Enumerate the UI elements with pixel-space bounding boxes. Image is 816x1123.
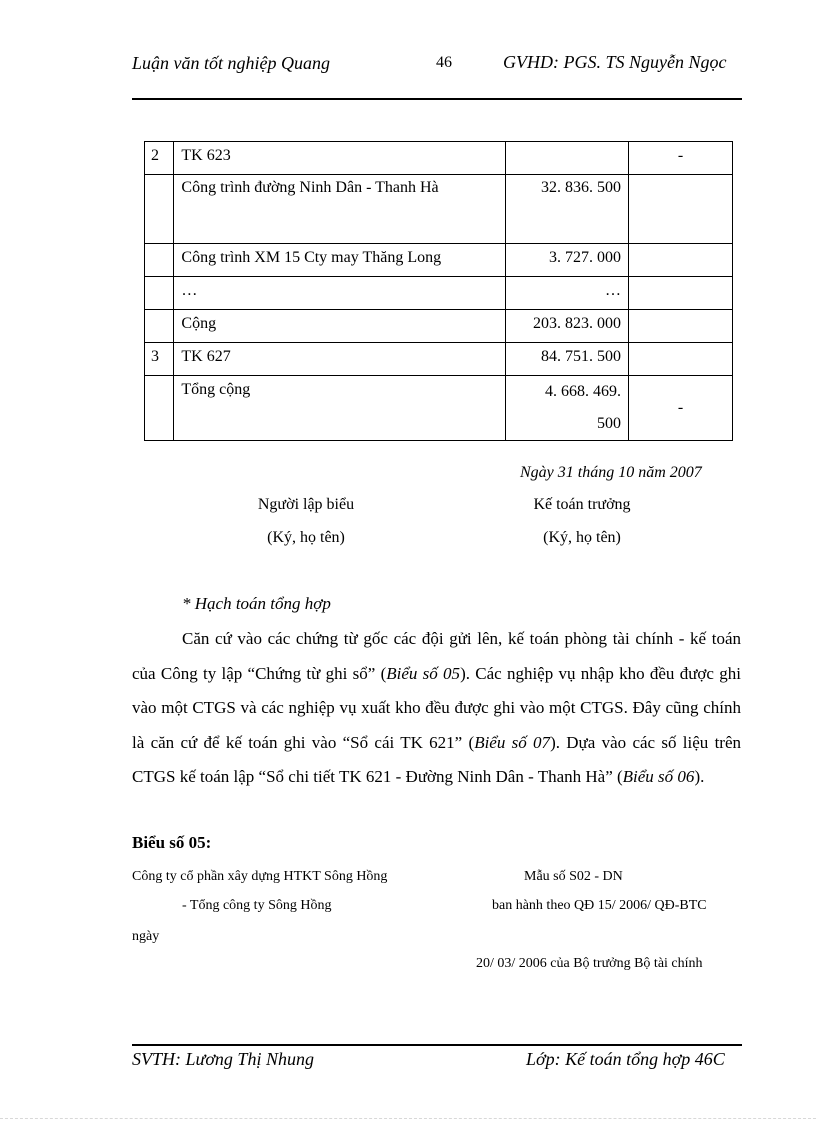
row-number [145, 310, 174, 343]
extra-cell [629, 277, 733, 310]
chief-accountant-title: Kế toán trưởng [533, 496, 631, 513]
amount-cell [505, 376, 628, 441]
company-line-1: Công ty cổ phần xây dựng HTKT Sông Hồng [132, 869, 388, 884]
row-number [145, 376, 174, 441]
company-line-2: - Tổng công ty Sông Hồng [182, 898, 332, 913]
amount-line-1: 4. 668. 469. [545, 383, 622, 400]
footer-student: SVTH: Lương Thị Nhung [132, 1049, 314, 1069]
table-row [145, 244, 733, 277]
account-name: TK 623 [174, 142, 505, 175]
form-day-word: ngày [132, 929, 160, 944]
row-number [145, 175, 174, 244]
preparer-note: (Ký, họ tên) [267, 529, 345, 546]
extra-cell [629, 244, 733, 277]
ledger-table [144, 141, 733, 441]
table-row [145, 142, 733, 175]
preparer-title: Người lập biểu [257, 496, 355, 513]
header-advisor: GVHD: PGS. TS Nguyễn Ngọc [503, 52, 727, 72]
amount-line-2: 500 [597, 415, 622, 432]
body-paragraph [132, 622, 741, 795]
header-thesis-title: Luận văn tốt nghiệp Quang [132, 53, 330, 73]
account-name: Công trình XM 15 Cty may Thăng Long [174, 244, 505, 277]
amount-cell [505, 142, 628, 175]
account-name: Công trình đường Ninh Dân - Thanh Hà [174, 175, 505, 244]
amount-cell: 3. 727. 000 [505, 244, 628, 277]
amount-cell: 32. 836. 500 [505, 175, 628, 244]
paragraph-text-4: ). [694, 767, 705, 786]
extra-cell [629, 343, 733, 376]
row-number: 2 [145, 142, 174, 175]
extra-cell [629, 310, 733, 343]
table-row [145, 376, 733, 441]
amount-cell: 84. 751. 500 [505, 343, 628, 376]
form-issued-date: 20/ 03/ 2006 của Bộ trưởng Bộ tài chính [476, 956, 703, 971]
extra-cell: - [629, 142, 733, 175]
table-row [145, 277, 733, 310]
footer-rule [132, 1044, 742, 1046]
paragraph-ref-2: Biểu số 07 [474, 732, 551, 752]
amount-cell: 203. 823. 000 [505, 310, 628, 343]
paragraph-text-3: ). Dựa vào các số liệu trên CTGS kế toán lập “Sổ chi tiết TK 621 - Đường Ninh Dân - Thanh Hà” ( [132, 732, 742, 786]
table-row [145, 310, 733, 343]
row-number [145, 277, 174, 310]
page-number: 46 [436, 54, 452, 71]
page-edge-line [0, 1118, 816, 1119]
form-template: Mẫu số S02 - DN [524, 869, 623, 884]
form-issued-by: ban hành theo QĐ 15/ 2006/ QĐ-BTC [492, 898, 707, 913]
account-name: TK 627 [174, 343, 505, 376]
extra-cell [629, 175, 733, 244]
paragraph-text-2: ). Các nghiệp vụ nhập kho đều được ghi vào một CTGS và các nghiệp vụ xuất kho đều được ghi vào một CTGS. Đây cũng chính là căn cứ để kế toán ghi vào “Sổ cái TK 621” ( [132, 663, 741, 752]
account-name: Cộng [174, 310, 505, 343]
signature-date: Ngày 31 tháng 10 năm 2007 [520, 464, 702, 481]
section-heading: * Hạch toán tổng hợp [182, 594, 331, 613]
row-number [145, 244, 174, 277]
footer-class: Lớp: Kế toán tổng hợp 46C [526, 1049, 725, 1069]
amount-cell: … [505, 277, 628, 310]
table-row [145, 343, 733, 376]
paragraph-ref-3: Biểu số 06 [622, 767, 695, 786]
row-number: 3 [145, 343, 174, 376]
extra-cell: - [629, 376, 733, 441]
paragraph-ref-1: Biểu số 05 [386, 663, 461, 683]
account-name: … [174, 277, 505, 310]
table-row [145, 175, 733, 244]
account-name: Tổng cộng [174, 376, 505, 441]
paragraph-text-1: Căn cứ vào các chứng từ gốc các đội gửi lên, kế toán phòng tài chính - kế toán của Công ty lập “Chứng từ ghi sổ” ( [132, 629, 741, 683]
header-rule [132, 98, 742, 100]
chief-accountant-note: (Ký, họ tên) [543, 529, 621, 546]
form-heading: Biểu số 05: [132, 833, 212, 852]
